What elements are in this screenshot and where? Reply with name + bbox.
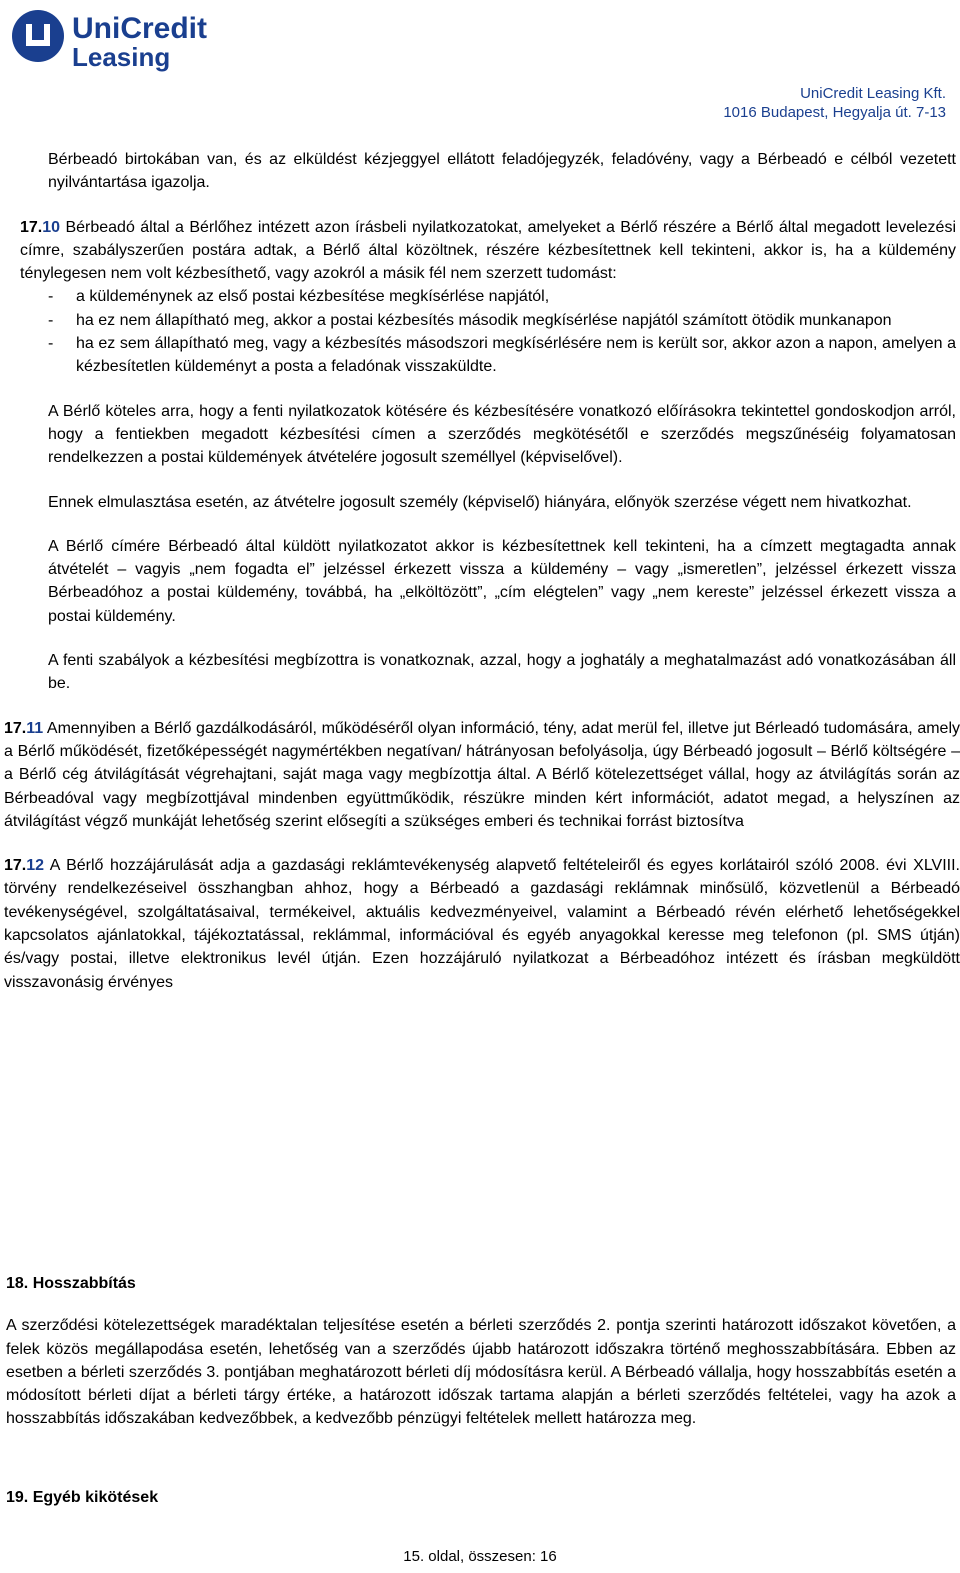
list-item-text: ha ez sem állapítható meg, vagy a kézbesítés másodszori megkísérlésére nem is került sor, akkor azon a napon, amelyen a kézbesítetlen küldeményt a posta a feladónak visszaküldte. [76, 335, 956, 376]
logo-text-leasing: Leasing [72, 42, 171, 72]
clause-17-10 [20, 216, 956, 286]
company-name: UniCredit Leasing Kft. [800, 85, 946, 102]
clause-text: Amennyiben a Bérlő gazdálkodásáról, működéséről olyan információ, tény, adat merül fel, illetve jut Bérleadó tudomására, amely a Bérlő működését, fizetőképességét nagymértékben negatívan/ hátrányosan befolyásolja, úgy Bérbeadó jogosult – Bérlő költségére – a Bérlő cég átvilágítását végrehajtani, saját maga vagy megbízottja által. A Bérlő kötelezettséget vállal, hogy az átvilágítás során az Bérbeadóval vagy megbízottjával mindenben együttműködik, részükre minden kért információt, adatot megad, a helyszínen az átvilágítást végző munkáját lehetőség szerint elősegíti a szükséges emberi és technikai forrást biztosítva [4, 719, 960, 830]
clause-number-prefix: 17. [4, 857, 27, 875]
paragraph-continued: Bérbeadó birtokában van, és az elküldést kézjeggyel ellátott feladójegyzék, feladóvény, vagy a Bérbeadó e célból vezetett nyilvántartása igazolja. [48, 151, 956, 192]
list-item-text: ha ez nem állapítható meg, akkor a postai kézbesítés második megkísérlése napjától számított ötödik munkanapon [76, 311, 892, 329]
clause-text: Bérbeadó által a Bérlőhez intézett azon írásbeli nyilatkozatokat, amelyeket a Bérlő részére a Bérlő által megadott levelezési címre, szabályszerűen postára adtak, a Bérlő által közöltnek, részére kézbesítettnek kell tekinteni, akkor is, ha a küldemény ténylegesen nem volt kézbesíthető, vagy azokról a másik fél nem szerzett tudomást: [20, 218, 956, 283]
clause-text: A Bérlő hozzájárulását adja a gazdasági reklámtevékenység alapvető feltételeiről és egyes korlátairól szóló 2008. évi XLVIII. törvény rendelkezéseivel összhangban ahhoz, hogy a Bérbeadó a gazdasági reklámnak minősülő, közvetlenül a Bérbeadó tevékenységével, szolgáltatásaival, termékeivel, aktuális kedvezményeivel, valamint a Bérbeadó révén elérhető lehetőségekkel kapcsolatos ajánlatokkal, tájékoztatással, reklámmal, információval és egyéb anyagokkal keresse meg telefonon (pl. SMS útján) és/vagy postai, illetve elektronikus levél útján. Ezen hozzájáruló nyilatkozat a Bérbeadóhoz intézett és írásban megküldött visszavonásig érvényes [4, 857, 960, 991]
clause-17-11 [4, 717, 960, 833]
paragraph: A Bérlő címére Bérbeadó által küldött nyilatkozatot akkor is kézbesítettnek kell tekinteni, ha a címzett megtagadta annak átvételét – vagyis „nem fogadta el” jelzéssel érkezett vissza a küldemény – vagy „ismeretlen”, jelzéssel érkezett vissza Bérbeadóhoz a postai küldemény, továbbá, ha „elköltözött”, „cím elégtelen” vagy „nem kereste” jelzéssel érkezett vissza a postai küldemény. [48, 537, 956, 625]
document-body [4, 148, 960, 994]
company-info [723, 84, 946, 122]
list-item: - a küldeménynek az első postai kézbesítése megkísérlése napjától, [48, 285, 956, 308]
section-19 [6, 1486, 956, 1509]
list-item: - ha ez nem állapítható meg, akkor a postai kézbesítés második megkísérlése napjától számított ötödik munkanapon [48, 309, 956, 332]
clause-number-prefix: 17. [20, 218, 43, 236]
paragraph: A Bérlő köteles arra, hogy a fenti nyilatkozatok kötésére és kézbesítésére vonatkozó előírásokra tekintettel gondoskodjon arról, hogy a fentiekben megadott kézbesítési címen a szerződés megkötésétől e szerződés megszűnéséig folyamatosan rendelkezzen a postai küldemények átvételére jogosult személlyel (képviselővel). [48, 402, 956, 467]
clause-17-12 [4, 854, 960, 994]
company-address: 1016 Budapest, Hegyalja út. 7-13 [723, 104, 946, 121]
section-text: A szerződési kötelezettségek maradéktalan teljesítése esetén a bérleti szerződés 2. pontja szerinti határozott időszakot követően, a felek közös megállapodása esetén, lehetőség van a szerződés újabb határozott időszakra történő meghosszabbítására. Ebben az esetben a bérleti szerződés 3. pontjában meghatározott bérleti díj módosításra kerül. A Bérbeadó vállalja, hogy hosszabbítás esetén a módosított bérleti díjat a bérleti tárgy értéke, a határozott időszak tartama alapján a bérleti szerződés feltételei, vagy ha azok a hosszabbítás időszakában kedvezőbbek, a kedvezőbb pénzügyi feltételek mellett határozza meg. [6, 1317, 956, 1428]
clause-number-suffix: 10 [42, 218, 61, 236]
list-item: - ha ez sem állapítható meg, vagy a kézbesítés másodszori megkísérlésére nem is került sor, akkor azon a napon, amelyen a kézbesítetlen küldeményt a posta a feladónak visszaküldte. [48, 332, 956, 379]
page-footer: 15. oldal, összesen: 16 [403, 1548, 557, 1565]
clause-number-suffix: 11 [26, 719, 44, 737]
paragraph: Ennek elmulasztása esetén, az átvételre jogosult személy (képviselő) hiányára, előnyök szerzése végett nem hivatkozhat. [48, 493, 912, 511]
list-item-text: a küldeménynek az első postai kézbesítése megkísérlése napjától, [76, 288, 550, 306]
section-heading: 18. Hosszabbítás [6, 1275, 136, 1292]
logo-text-unicredit: UniCredit [72, 12, 207, 45]
paragraph: A fenti szabályok a kézbesítési megbízottra is vonatkoznak, azzal, hogy a joghatály a meghatalmazást adó vonatkozásában áll be. [48, 652, 956, 693]
unicredit-logo-icon [8, 6, 238, 72]
clause-number-prefix: 17. [4, 719, 27, 737]
company-logo [8, 6, 238, 72]
clause-number-suffix: 12 [26, 857, 45, 875]
section-18 [6, 1272, 956, 1431]
section-heading: 19. Egyéb kikötések [6, 1489, 159, 1506]
